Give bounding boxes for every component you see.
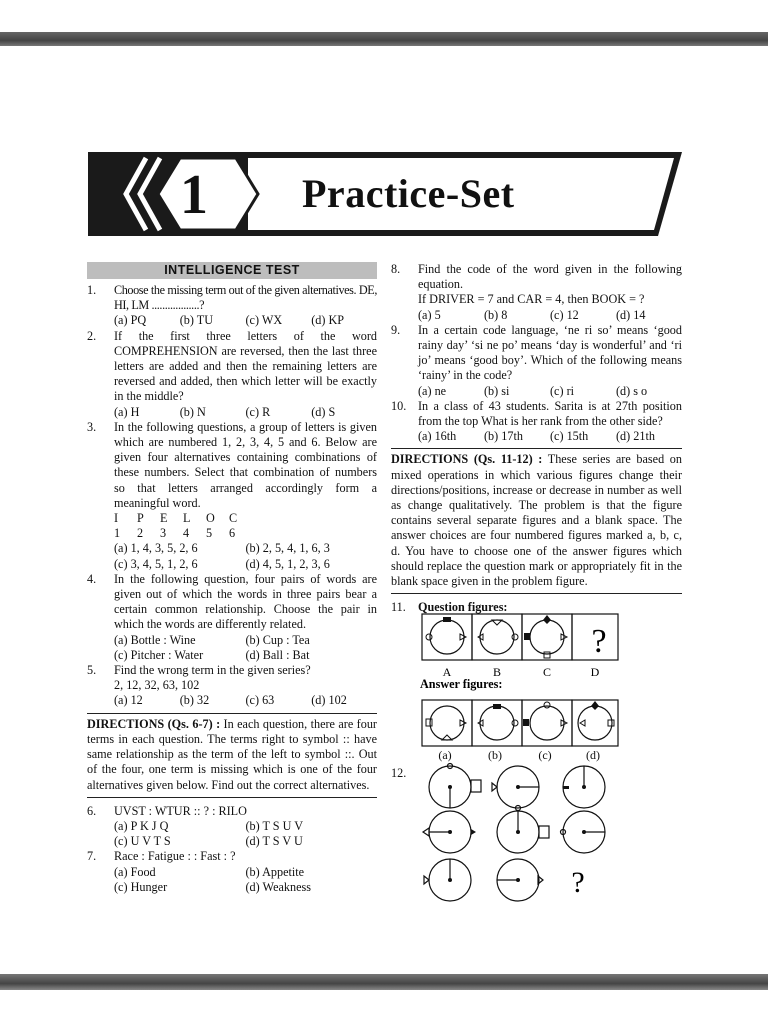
option-a: (a) PQ — [114, 313, 147, 328]
question-number: 3. — [87, 419, 97, 434]
option-c: (c) Hunger — [114, 879, 168, 894]
chapter-title: Practice-Set — [302, 171, 515, 216]
number: 1 — [114, 526, 121, 541]
question-9 — [391, 323, 682, 384]
bottom-border-bar — [0, 974, 768, 990]
options-3 — [87, 541, 377, 556]
letter: P — [137, 511, 144, 526]
option-d: (d) 102 — [311, 693, 347, 708]
question-mark: ? — [571, 866, 585, 899]
option-c: (c) 3, 4, 5, 1, 2, 6 — [114, 556, 198, 571]
letter: C — [229, 511, 238, 526]
question-8 — [391, 262, 682, 308]
directions-text: In each question, there are four terms in each question. The terms right to symbol :: have same relationship as the term of the left to symbol ::. Out of the four, one term is missing which is one of the four alternatives given below. Find out the correct alternatives. — [87, 716, 377, 792]
option-b: (b) Appetite — [245, 864, 305, 879]
section-heading: INTELLIGENCE TEST — [87, 262, 377, 279]
question-6 — [87, 804, 377, 819]
option-d: (d) 4, 5, 1, 2, 3, 6 — [245, 556, 330, 571]
option-a: (a) 12 — [114, 693, 143, 708]
option-a: (a) 1, 4, 3, 5, 2, 6 — [114, 541, 198, 556]
option-c: (c) ri — [550, 383, 575, 398]
letter: O — [206, 511, 215, 526]
number-row — [87, 526, 377, 541]
answer-label-a: (a) — [438, 748, 452, 762]
option-c: (c) WX — [245, 313, 283, 328]
question-number: 9. — [391, 322, 401, 337]
question-text-wrap — [418, 262, 682, 308]
option-a: (a) P K J Q — [114, 818, 169, 833]
figure-label-a: A — [442, 665, 452, 679]
question-text: In a class of 43 students. Sarita is at 27th position from the top What is her rank from the other side? — [418, 398, 682, 429]
question-2 — [87, 329, 377, 405]
question-11-figures — [420, 612, 620, 752]
answer-label-b: (b) — [488, 748, 502, 762]
options-1 — [87, 313, 377, 328]
option-b: (b) T S U V — [245, 818, 304, 833]
question-10 — [391, 399, 682, 429]
question-text: If the first three letters of the word COMPREHENSION are reversed, then the last three letters are added and then the remaining letters are reversed and added, then which letter will be exactly in the middle? — [114, 328, 377, 404]
question-12-number: 12. — [391, 766, 407, 780]
question-text: In a certain code language, ‘ne ri so’ means ‘good rainy day’ ‘si ne po’ means ‘day is wonderful’ and ‘ri jo’ means ‘good boy’. Which of the following means ‘rainy’ in the code? — [418, 322, 682, 383]
option-b: (b) TU — [179, 313, 214, 328]
question-text: Choose the missing term out of the given alternatives. DE, HI, LM ..................? — [114, 283, 377, 313]
option-a: (a) ne — [418, 383, 447, 398]
option-b: (b) 8 — [484, 307, 508, 322]
figure-label-d: D — [590, 665, 600, 679]
figure-label-b: B — [492, 665, 502, 679]
option-a: (a) H — [114, 404, 140, 419]
option-b: (b) N — [179, 404, 206, 419]
question-3 — [87, 420, 377, 511]
directions-heading: DIRECTIONS (Qs. 6-7) : — [87, 716, 221, 731]
options-8 — [391, 308, 682, 323]
option-d: (d) S — [311, 404, 336, 419]
option-d: (d) 14 — [616, 307, 646, 322]
chapter-number: 1 — [180, 164, 208, 226]
option-c: (c) Pitcher : Water — [114, 647, 204, 662]
letter: E — [160, 511, 168, 526]
question-7 — [87, 849, 377, 864]
question-1 — [87, 283, 377, 313]
series-text: 2, 12, 32, 63, 102 — [114, 678, 200, 693]
options-7 — [87, 865, 377, 880]
question-text: Find the wrong term in the given series? — [114, 663, 311, 678]
options-9 — [391, 384, 682, 399]
option-d: (d) Ball : Bat — [245, 647, 310, 662]
question-number: 4. — [87, 571, 97, 586]
directions-11-12 — [391, 448, 682, 594]
number: 4 — [183, 526, 190, 541]
answer-figures-label: Answer figures: — [420, 677, 503, 691]
question-5 — [87, 663, 377, 678]
question-text: In the following questions, a group of letters is given which are numbered 1, 2, 3, 4, 5 and 6. Below are given four alternatives containing combinations of these numbers. Select that combination of numbers so that letters arranged accordingly form a meaningful word. — [114, 419, 377, 510]
series-5 — [87, 678, 377, 693]
option-d: (d) T S V U — [245, 834, 303, 849]
question-text: In the following question, four pairs of words are given out of which the words in three pairs bear a certain common relationship. Choose the pair in which the words are differently related. — [114, 571, 377, 632]
question-12-figures — [418, 760, 618, 910]
letter: I — [114, 511, 119, 526]
option-a: (a) Bottle : Wine — [114, 632, 196, 647]
directions-6-7 — [87, 713, 377, 798]
option-a: (a) 5 — [418, 307, 441, 322]
question-number: 8. — [391, 262, 401, 276]
number: 3 — [160, 526, 167, 541]
option-a: (a) 16th — [418, 429, 457, 444]
options-4 — [87, 633, 377, 648]
question-number: 5. — [87, 663, 97, 678]
question-number: 1. — [87, 283, 97, 297]
question-number: 11. — [391, 600, 406, 615]
option-b: (b) si — [484, 383, 510, 398]
figure-label-c: C — [542, 665, 552, 679]
question-text: Race : Fatigue : : Fast : ? — [114, 849, 236, 864]
number: 5 — [206, 526, 213, 541]
option-b: (b) Cup : Tea — [245, 632, 310, 647]
option-c: (c) U V T S — [114, 834, 171, 849]
answer-label-d: (d) — [586, 748, 600, 762]
question-mark: ? — [591, 623, 607, 660]
question-text: Find the code of the word given in the following equation. — [418, 262, 682, 292]
options-6 — [87, 819, 377, 834]
options-2 — [87, 405, 377, 420]
option-c: (c) 12 — [550, 307, 579, 322]
directions-heading: DIRECTIONS (Qs. 11-12) : — [391, 452, 543, 467]
option-b: (b) 2, 5, 4, 1, 6, 3 — [245, 541, 330, 556]
options-3b — [87, 557, 377, 572]
option-c: (c) 15th — [550, 429, 589, 444]
options-5 — [87, 693, 377, 708]
options-7b — [87, 880, 377, 895]
number: 2 — [137, 526, 144, 541]
options-10 — [391, 429, 682, 444]
option-c: (c) R — [245, 404, 271, 419]
question-text: UVST : WTUR :: ? : RILO — [114, 803, 247, 818]
number: 6 — [229, 526, 236, 541]
options-6b — [87, 834, 377, 849]
question-4 — [87, 572, 377, 633]
answer-label-c: (c) — [538, 748, 552, 762]
question-number: 7. — [87, 849, 97, 864]
option-c: (c) 63 — [245, 693, 275, 708]
question-number: 2. — [87, 328, 97, 343]
question-number: 10. — [391, 398, 407, 413]
question-number: 6. — [87, 803, 97, 818]
options-4b — [87, 648, 377, 663]
letter: L — [183, 511, 191, 526]
question-figures-label: Question figures: — [418, 600, 508, 615]
option-d: (d) 21th — [616, 429, 655, 444]
option-d: (d) Weakness — [245, 879, 311, 894]
left-column — [87, 262, 377, 895]
option-b: (b) 32 — [179, 693, 210, 708]
top-border-bar — [0, 32, 768, 46]
letter-row — [87, 511, 377, 526]
question-equation: If DRIVER = 7 and CAR = 4, then BOOK = ? — [418, 292, 645, 307]
option-a: (a) Food — [114, 864, 156, 879]
option-d: (d) KP — [311, 313, 345, 328]
option-b: (b) 17th — [484, 429, 523, 444]
right-column — [391, 262, 682, 615]
directions-text: These series are based on mixed operations in which various figures change their directions/positions, increase or decrease in number as well as change qualitatively. The problem is that the figure contains several separate figures and a blank space. The answer choices are four numbered figures marked a, b, c, d. You have to choose one of the answer figures which should replace the question mark or appropriately fit in the blank space given in the problem figure. — [391, 452, 682, 589]
option-d: (d) s o — [616, 383, 648, 398]
